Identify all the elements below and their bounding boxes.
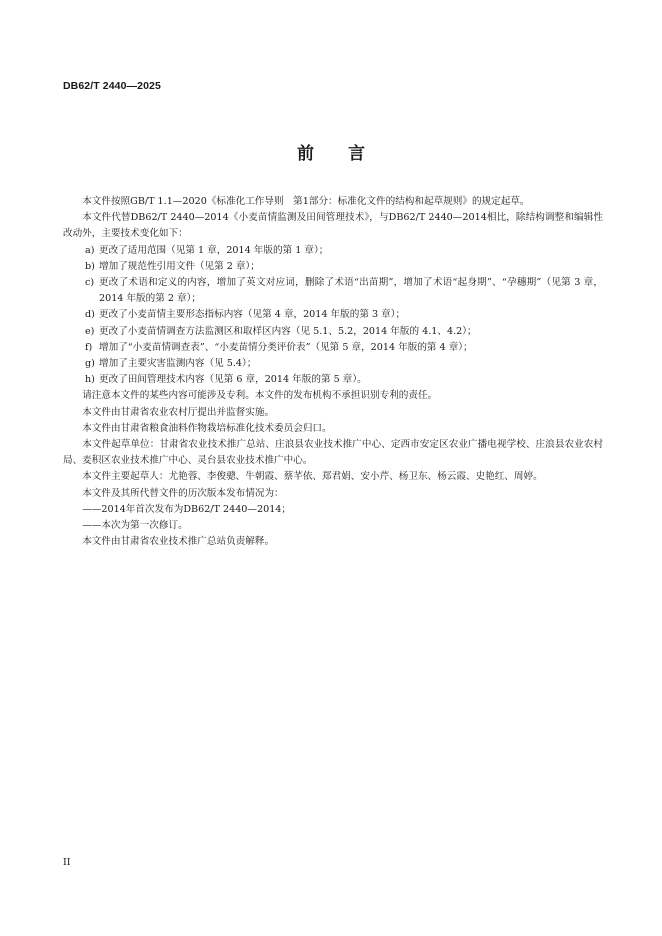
change-item-text: 更改了适用范围（见第 1 章，2014 年版的第 1 章）； [99,244,329,256]
patent-notice: 请注意本文件的某些内容可能涉及专利。本文件的发布机构不承担识别专利的责任。 [82,390,438,402]
change-item-mark: d) [85,309,95,321]
change-item [63,372,603,388]
page-title: 前 言 [297,144,365,164]
change-item [63,259,603,275]
change-item-mark: e) [85,325,95,337]
change-item [63,324,603,340]
proposer-statement: 本文件由甘肃省农业农村厅提出并监督实施。 [82,406,275,418]
history-item: ——2014年首次发布为DB62/T 2440—2014； [82,503,292,515]
committee-statement: 本文件由甘肃省粮食油料作物栽培标准化技术委员会归口。 [82,422,332,434]
drafters: 本文件主要起草人：尤艳蓉、李俊骢、牛朝霞、蔡芊依、郑君娟、安小芹、杨卫东、杨云霞、史艳红、周婷。 [82,471,543,483]
change-item [63,243,603,259]
interpretation-statement: 本文件由甘肃省农业技术推广总站负责解释。 [82,536,275,548]
change-item-text: 更改了田间管理技术内容（见第 6 章，2014 年版的第 5 章）。 [99,374,367,386]
change-item [63,340,603,356]
replacement-paragraph: 本文件代替DB62/T 2440—2014《小麦苗情监测及田间管理技术》，与DB62/T 2440—2014相比，除结构调整和编辑性改动外，主要技术变化如下： [63,212,603,240]
history-intro: 本文件及其所代替文件的历次版本发布情况为： [82,487,284,499]
change-item-mark: c) [85,277,95,289]
change-item-text: 增加了“小麦苗情调查表”、“小麦苗情分类评价表”（见第 5 章，2014 年版的第 4 章）； [99,341,473,353]
change-item-mark: a) [85,244,95,256]
change-item-mark: h) [85,374,95,386]
page-number: II [63,857,71,868]
foreword-body [63,194,603,550]
change-item [63,356,603,372]
change-item-text: 更改了小麦苗情主要形态指标内容（见第 4 章，2014 年版的第 3 章）； [99,309,406,321]
change-item-text: 增加了规范性引用文件（见第 2 章）； [99,260,260,272]
change-item-mark: g) [85,358,95,370]
document-code: DB62/T 2440—2025 [63,80,161,92]
change-item-mark: f) [85,341,93,353]
change-item-text: 更改了小麦苗情调查方法监测区和取样区内容（见 5.1、5.2，2014 年版的 4.1、4.2）； [99,325,477,337]
change-item-text: 增加了主要灾害监测内容（见 5.4）； [99,358,257,370]
drafting-rule-paragraph: 本文件按照GB/T 1.1—2020《标准化工作导则 第1部分：标准化文件的结构和起草规则》的规定起草。 [82,196,530,207]
change-item [63,307,603,323]
change-item-mark: b) [85,260,95,272]
history-item: ——本次为第一次修订。 [82,520,188,532]
change-item [63,275,603,307]
change-item-text: 更改了术语和定义的内容，增加了英文对应词，删除了术语“出苗期”，增加了术语“起身期”、“孕穗期”（见第 3 章，2014 年版的第 2 章）； [99,277,603,305]
drafting-units: 本文件起草单位：甘肃省农业技术推广总站、庄浪县农业技术推广中心、定西市安定区农业广播电视学校、庄浪县农业农村局、麦积区农业技术推广中心、灵台县农业技术推广中心。 [63,439,603,467]
